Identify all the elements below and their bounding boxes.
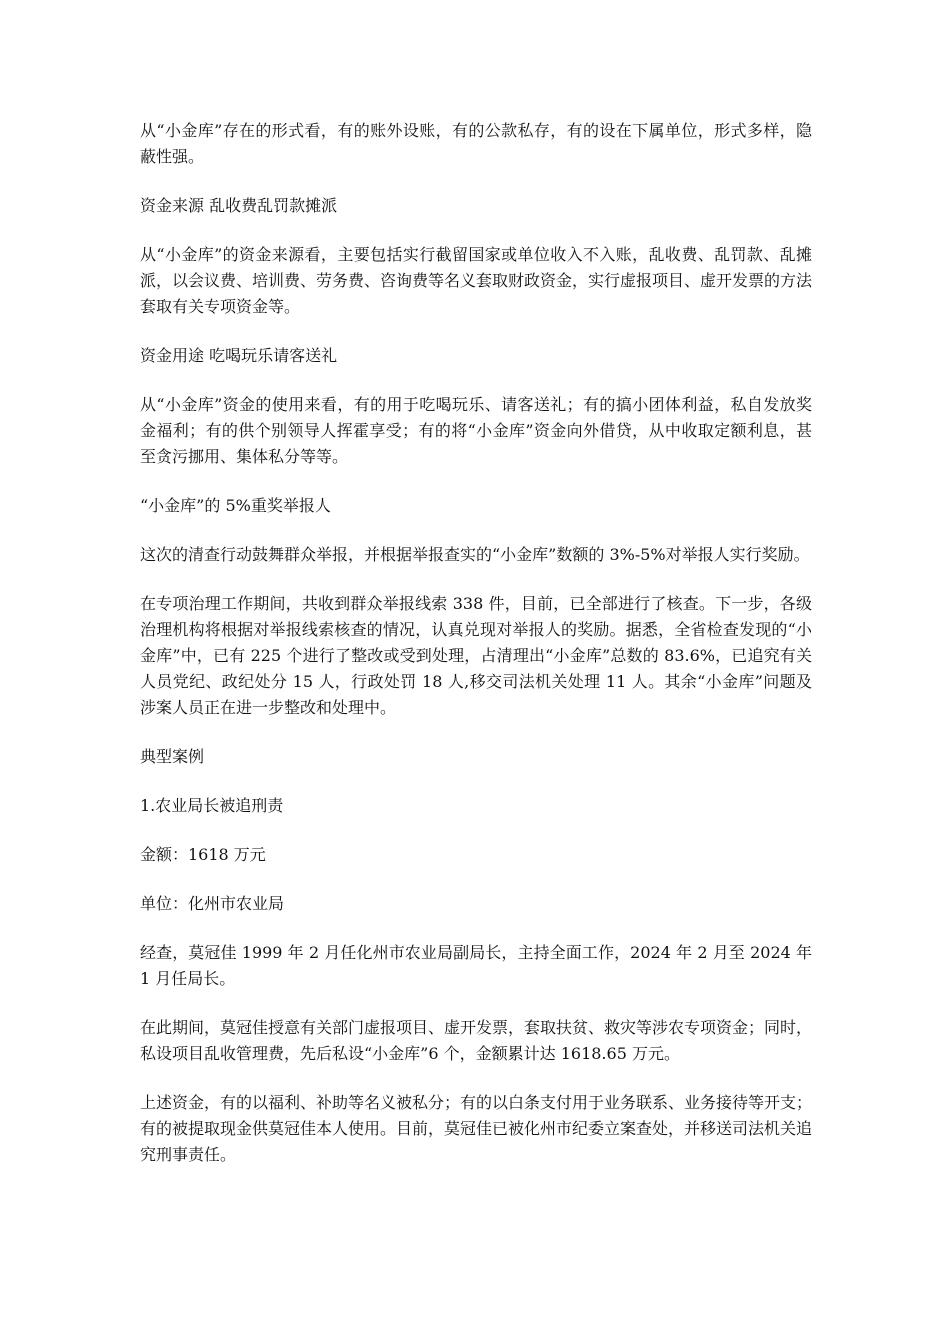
case-title: 1.农业局长被追刑责 <box>140 796 284 815</box>
paragraph-fund-source: 从“小金库”的资金来源看，主要包括实行截留国家或单位收入不入账，乱收费、乱罚款、乱摊派，以会议费、培训费、劳务费、咨询费等名义套取财政资金，实行虚报项目、虚开发票的方法套取有关专项资金等。 <box>140 245 813 316</box>
paragraph-form: 从“小金库”存在的形式看，有的账外设账，有的公款私存，有的设在下属单位，形式多样，隐蔽性强。 <box>140 121 812 166</box>
paragraph-reward: 这次的清查行动鼓舞群众举报，并根据举报查实的“小金库”数额的 3%-5%对举报人实行奖励。 <box>140 545 810 564</box>
paragraph-case-finding: 经查，莫冠佳 1999 年 2 月任化州市农业局副局长，主持全面工作，2024 年 2 月至 2024 年 1 月任局长。 <box>140 943 812 988</box>
heading-fund-source: 资金来源 乱收费乱罚款摊派 <box>140 196 338 215</box>
document-body <box>140 118 812 1191</box>
paragraph-governance: 在专项治理工作期间，共收到群众举报线索 338 件，目前，已全部进行了核查。下一步，各级治理机构将根据对举报线索核查的情况，认真兑现对举报人的奖励。据悉，全省检查发现的“小金库”中，已有 225 个进行了整改或受到处理，占清理出“小金库”总数的 83.6%，已追究有关人员党纪、政纪处分 15 人，行政处罚 18 人,移交司法机关处理 11 人。其余“小金库”问题及涉案人员正在进一步整改和处理中。 <box>140 594 812 717</box>
heading-fund-use: 资金用途 吃喝玩乐请客送礼 <box>140 346 338 365</box>
paragraph-case-period: 在此期间，莫冠佳授意有关部门虚报项目、虚开发票，套取扶贫、救灾等涉农专项资金；同时，私设项目乱收管理费，先后私设“小金库”6 个，金额累计达 1618.65 万元。 <box>140 1018 813 1063</box>
heading-reward: “小金库”的 5%重奖举报人 <box>140 496 331 515</box>
paragraph-fund-use: 从“小金库”资金的使用来看，有的用于吃喝玩乐、请客送礼；有的搞小团体利益，私自发放奖金福利；有的供个别领导人挥霍享受；有的将“小金库”资金向外借贷，从中收取定额利息，甚至贪污挪用、集体私分等等。 <box>140 395 812 466</box>
case-amount: 金额：1618 万元 <box>140 845 266 864</box>
case-unit: 单位：化州市农业局 <box>140 894 285 913</box>
paragraph-case-outcome: 上述资金，有的以福利、补助等名义被私分；有的以白条支付用于业务联系、业务接待等开支；有的被提取现金供莫冠佳本人使用。目前，莫冠佳已被化州市纪委立案查处，并移送司法机关追究刑事责任。 <box>140 1093 813 1164</box>
heading-typical-cases: 典型案例 <box>140 747 205 766</box>
